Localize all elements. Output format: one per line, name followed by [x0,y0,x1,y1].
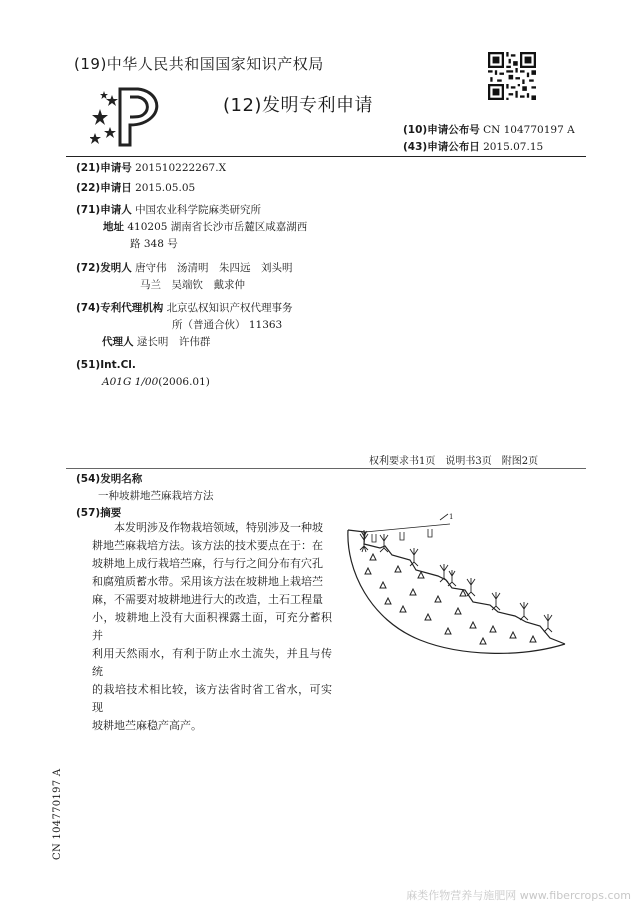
page-counts: 权利要求书1页 说明书3页 附图2页 [369,456,539,467]
abstract-line: 麻，不需要对坡耕地进行大的改造，土石工程量 [92,593,323,606]
int-cl-year: (2006.01) [158,376,210,388]
abstract-line: 本发明涉及作物栽培领域，特别涉及一种坡 [114,521,323,534]
application-date-label: (22)申请日 [76,182,132,194]
publication-number-value: CN 104770197 A [483,124,575,136]
abstract-line: 耕地苎麻栽培方法。该方法的技术要点在于：在 [92,539,323,552]
application-number-value: 201510222267.X [135,162,227,174]
abstract-line: 坡耕地上成行栽培苎麻，行与行之间分布有穴孔 [92,557,323,570]
slope-cross-section-figure [340,510,580,660]
inventors-line-1: 唐守伟 汤清明 朱四远 刘头明 [135,262,293,274]
patent-agency-line-1: 北京弘权知识产权代理事务 [166,302,293,314]
document-type-title: (12)发明专利申请 [223,95,373,116]
side-publication-number: CN 104770197 A [52,768,63,860]
figure-callout-label: 1 [449,513,454,521]
top-divider [66,156,586,157]
abstract-line: 小，坡耕地上没有大面积裸露土面，可充分蓄积并 [92,611,332,642]
patent-agency-line-2: 所（普通合伙） 11363 [172,319,283,331]
inventors-line-2: 马兰 吴端钦 戴求仲 [140,279,245,291]
publication-date-label: (43)申请公布日 [403,141,480,153]
application-number-label: (21)申请号 [76,162,132,174]
abstract-line: 和腐殖质蓄水带。采用该方法在坡耕地上栽培苎 [92,575,323,588]
int-cl-code: A01G 1/00 [102,376,159,388]
middle-divider [66,468,586,469]
agent [102,334,210,351]
publication-number-label: (10)申请公布号 [403,124,480,136]
site-watermark: 麻类作物营养与施肥网 www.fibercrops.com [406,889,631,902]
publication-date [403,139,543,154]
abstract-line: 坡耕地苎麻稳产高产。 [92,719,202,732]
application-date-value: 2015.05.05 [135,182,196,194]
int-cl [76,357,136,374]
patent-agency [76,300,293,317]
applicant-label: (71)申请人 [76,204,132,216]
address-line-2: 路 348 号 [130,238,178,250]
inventors-label: (72)发明人 [76,262,132,274]
abstract-label-text: (57)摘要 [76,507,122,519]
applicant [76,202,261,219]
application-date [76,180,195,197]
int-cl-label: (51)Int.Cl. [76,359,136,371]
cnipa-logo [90,85,165,147]
address [103,219,307,236]
office-name: (19)中华人民共和国国家知识产权局 [74,55,324,73]
application-number [76,160,226,177]
patent-agency-label: (74)专利代理机构 [76,302,164,314]
publication-date-value: 2015.07.15 [483,141,544,153]
agent-label: 代理人 [102,336,134,348]
agent-value: 逯长明 许伟群 [136,336,211,348]
int-cl-entry [102,374,210,391]
abstract-line: 利用天然雨水，有利于防止水土流失，并且与传统 [92,647,332,678]
invention-title: 一种坡耕地苎麻栽培方法 [98,490,214,502]
qr-code-icon [488,52,536,100]
address-label: 地址 [103,221,124,233]
invention-title-label-text: (54)发明名称 [76,473,143,485]
inventors [76,260,293,277]
abstract-line: 的栽培技术相比较，该方法省时省工省水，可实现 [92,683,332,714]
invention-title-label [76,471,142,488]
publication-number [403,122,575,137]
applicant-value: 中国农业科学院麻类研究所 [135,204,262,216]
address-line-1: 410205 湖南省长沙市岳麓区咸嘉湖西 [127,221,308,233]
abstract-body [92,519,332,735]
